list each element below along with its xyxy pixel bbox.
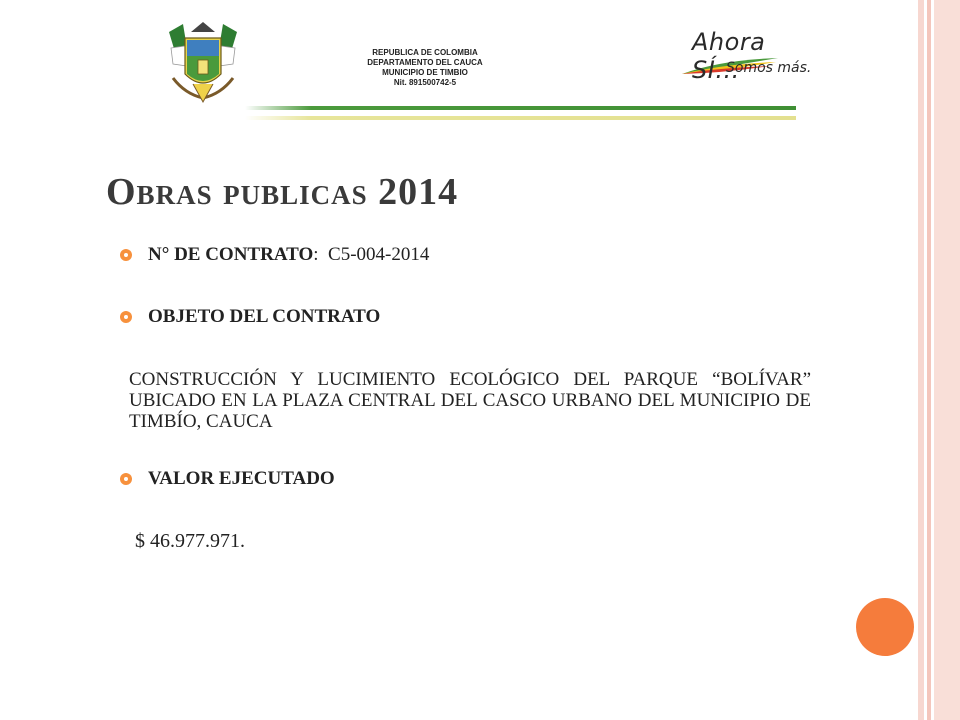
object-label: OBJETO DEL CONTRATO [148, 306, 381, 327]
decorative-circle [856, 598, 914, 656]
contract-object-text: CONSTRUCCIÓN Y LUCIMIENTO ECOLÓGICO DEL PARQUE “BOLÍVAR” UBICADO EN LA PLAZA CENTRAL DEL CASCO URBANO DEL MUNICIPIO DE TIMBÍO, CAUCA [129, 369, 811, 432]
contract-separator: : [313, 244, 319, 265]
bullet-icon [120, 311, 132, 323]
bullet-icon [120, 473, 132, 485]
contract-label: N° DE CONTRATO [148, 244, 314, 265]
contract-object-bullet [120, 306, 380, 328]
contract-number-bullet [120, 244, 429, 266]
header-line: DEPARTAMENTO DEL CAUCA [367, 58, 483, 67]
header-line: Nit. 891500742-5 [393, 78, 457, 87]
decorative-stripes [918, 0, 960, 720]
brand-sub-text: Somos más. [726, 60, 812, 76]
executed-value-bullet [120, 468, 335, 490]
municipal-crest-icon [165, 18, 241, 106]
header-rule-green [245, 106, 796, 110]
stripe [927, 0, 931, 720]
slide-title: Obras publicas 2014 [106, 171, 459, 213]
institution-header [330, 48, 520, 88]
executed-value-amount: $ 46.977.971. [135, 530, 245, 552]
value-label: VALOR EJECUTADO [148, 468, 335, 489]
brand-main-text: Ahora SÍ... [692, 28, 766, 84]
stripe [934, 0, 960, 720]
stripe [918, 0, 924, 720]
brand-logo [680, 28, 820, 88]
contract-value: C5-004-2014 [328, 244, 430, 265]
bullet-icon [120, 249, 132, 261]
header-line: MUNICIPIO DE TIMBIO [382, 68, 468, 77]
header-rule-yellow [245, 116, 796, 120]
header-line: REPUBLICA DE COLOMBIA [372, 48, 478, 57]
